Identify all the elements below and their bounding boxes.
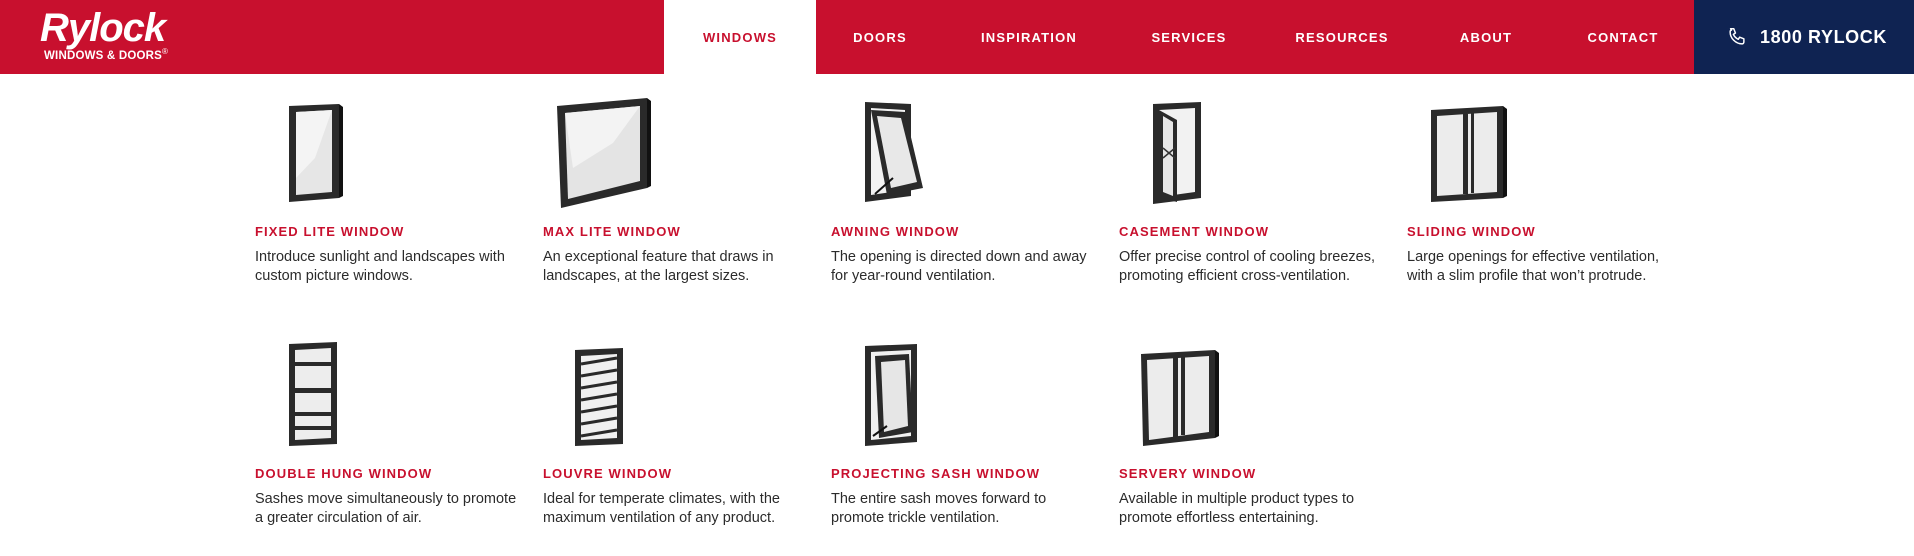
main-nav	[664, 0, 1694, 74]
max-lite-window-icon	[543, 98, 693, 208]
logo-tagline: WINDOWS & DOORS®	[44, 47, 169, 62]
nav-item-contact[interactable]: CONTACT	[1587, 29, 1659, 45]
sliding-window-icon	[1407, 98, 1557, 208]
phone-icon	[1726, 26, 1748, 48]
nav-item-windows[interactable]: WINDOWS	[664, 0, 816, 74]
product-name: CASEMENT WINDOW	[1119, 224, 1270, 239]
servery-window-icon	[1119, 340, 1269, 450]
product-name: PROJECTING SASH WINDOW	[831, 466, 1041, 481]
louvre-window-icon	[543, 340, 693, 450]
nav-item-doors[interactable]: DOORS	[853, 29, 907, 45]
product-name: MAX LITE WINDOW	[543, 224, 681, 239]
product-description: The opening is directed down and away for year-round ventilation.	[831, 249, 1087, 284]
product-name: LOUVRE WINDOW	[543, 466, 673, 481]
product-description: The entire sash moves forward to promote trickle ventilation.	[831, 491, 1047, 526]
phone-number: 1800 RYLOCK	[1760, 26, 1887, 47]
product-name: SERVERY WINDOW	[1119, 466, 1257, 481]
nav-item-about[interactable]: ABOUT	[1459, 29, 1513, 45]
phone-button[interactable]	[1694, 0, 1914, 74]
product-description: Ideal for temperate climates, with the maximum ventilation of any product.	[543, 491, 780, 526]
logo-wordmark: Rylock	[40, 6, 166, 50]
casement-window-icon	[1119, 98, 1269, 208]
product-description: An exceptional feature that draws in landscapes, at the largest sizes.	[543, 249, 774, 284]
nav-item-resources[interactable]: RESOURCES	[1295, 29, 1389, 45]
site-header	[0, 0, 1914, 74]
nav-item-inspiration[interactable]: INSPIRATION	[980, 29, 1078, 45]
awning-window-icon	[831, 98, 981, 208]
projecting-sash-window-icon	[831, 340, 981, 450]
double-hung-window-icon	[255, 340, 405, 450]
fixed-lite-window-icon	[255, 98, 405, 208]
product-description: Sashes move simultaneously to promote a greater circulation of air.	[255, 491, 517, 526]
product-description: Large openings for effective ventilation, with a slim profile that won’t protrude.	[1407, 249, 1660, 284]
rylock-logo[interactable]	[40, 6, 190, 66]
product-description: Available in multiple product types to promote effortless entertaining.	[1119, 491, 1355, 526]
product-name: DOUBLE HUNG WINDOW	[255, 466, 433, 481]
nav-item-services[interactable]: SERVICES	[1151, 29, 1227, 45]
product-name: AWNING WINDOW	[831, 224, 960, 239]
product-name: FIXED LITE WINDOW	[255, 224, 405, 239]
product-name: SLIDING WINDOW	[1407, 224, 1536, 239]
product-description: Offer precise control of cooling breezes, promoting efficient cross-ventilation.	[1119, 249, 1376, 284]
product-description: Introduce sunlight and landscapes with custom picture windows.	[255, 249, 505, 284]
